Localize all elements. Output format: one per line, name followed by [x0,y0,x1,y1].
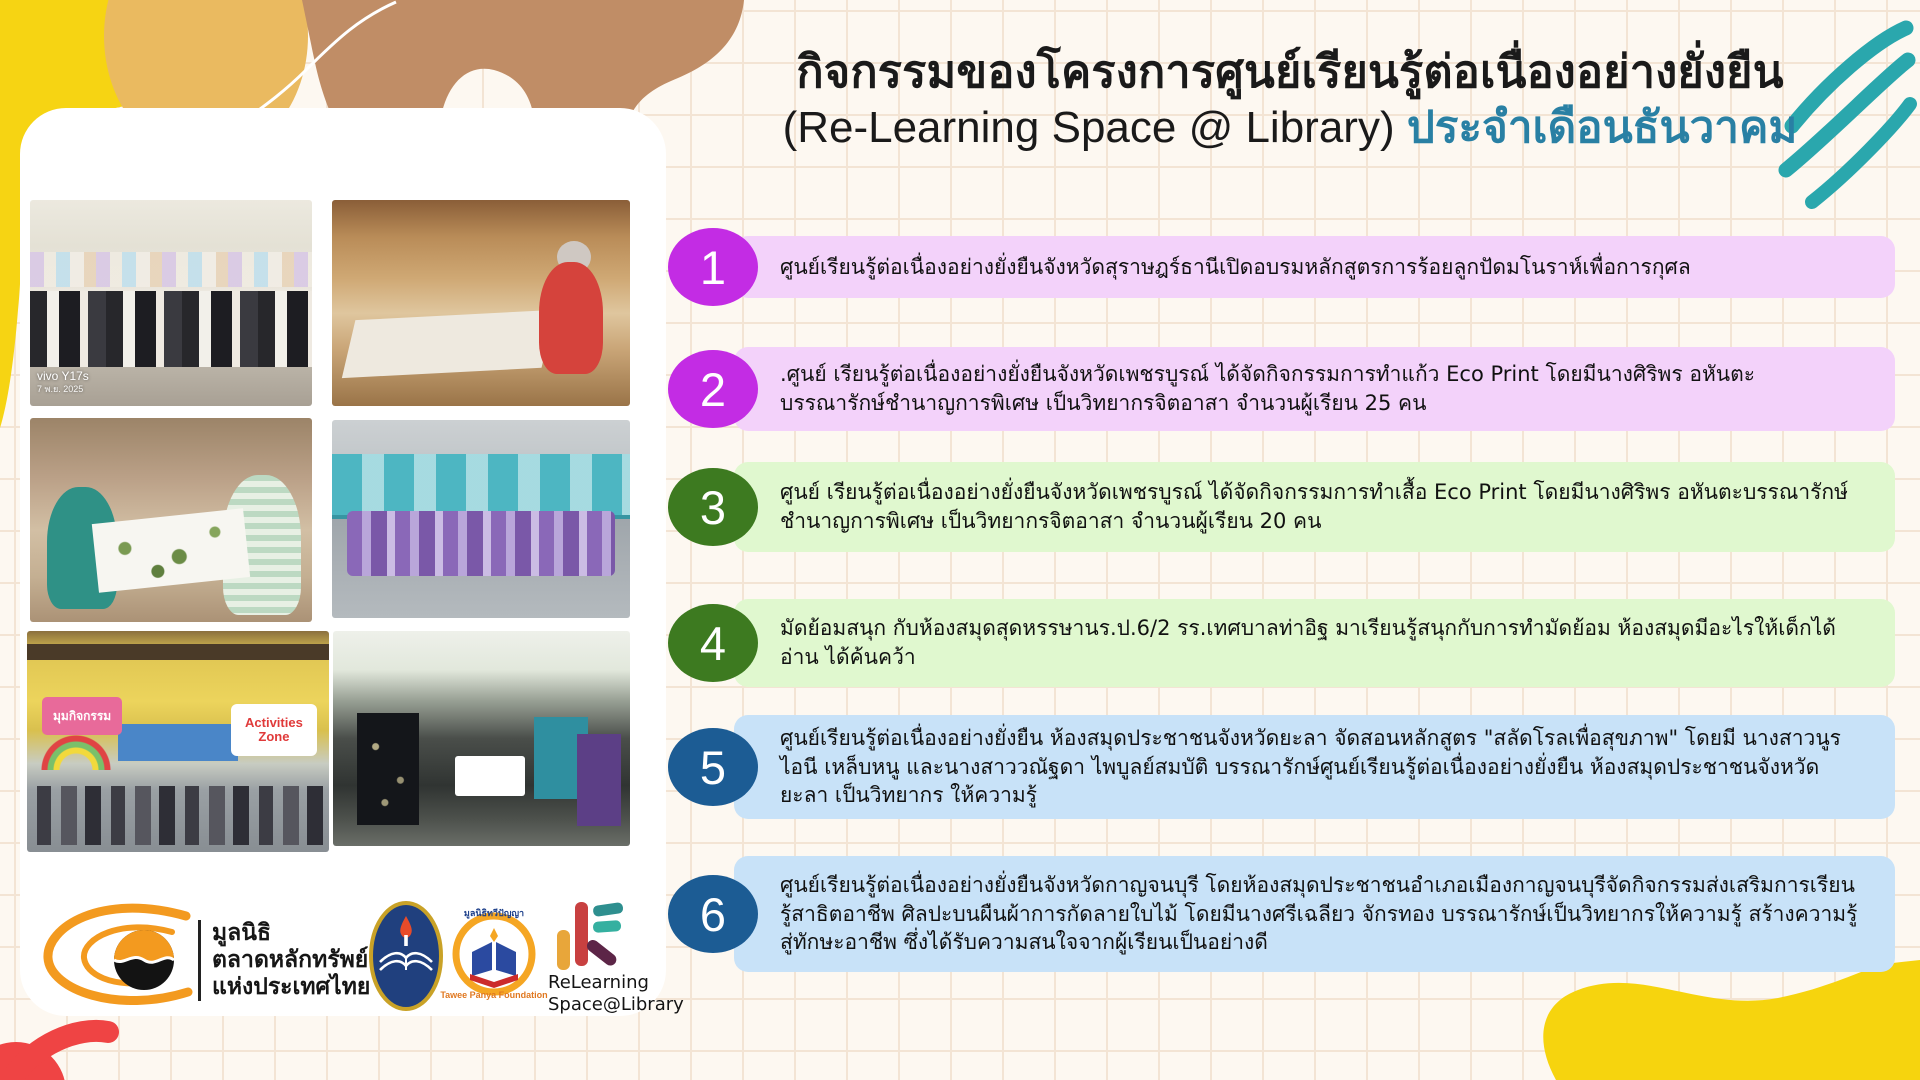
photo-teal-building [332,454,630,519]
activity-item-6 [668,856,1895,972]
tawee-panya-logo-thai-text: มูลนิธิทวีปัญญา [463,908,525,918]
photo-wood-beam [27,644,329,659]
title-line2-english: (Re-Learning Space @ Library) [782,103,1407,153]
photo-people-row [30,291,312,367]
item-number-badge: 3 [668,468,758,546]
title-line2-month-highlight: ประจำเดือนธันวาคม [1406,102,1798,154]
library-association-logo-icon [368,900,444,1012]
item-number-badge: 5 [668,728,758,806]
tawee-panya-logo-english-text: Tawee Panya Foundation [440,990,548,1000]
relearning-space-logo-icon [553,896,627,974]
activity-corner-sign: มุมกิจกรรม [42,697,122,735]
activities-zone-sign: Activities Zone [231,704,317,756]
set-logo-line1: มูลนิธิ [212,920,272,946]
activity-item-2 [668,347,1895,431]
camera-watermark [37,369,89,396]
photo-bookshelf-band [30,252,312,287]
item-number-badge: 4 [668,604,758,682]
photo-stage-curtain [118,724,239,762]
photo-library-group [30,200,312,406]
relearning-space-logo-text [548,972,684,1015]
activity-text-band: ศูนย์เรียนรู้ต่อเนื่องอย่างยั่งยืนจังหวัดสุราษฎร์ธานีเปิดอบรมหลักสูตรการร้อยลูกปัดมโนราห์เพื่อการกุศล [734,236,1895,298]
activity-item-1 [668,236,1895,298]
photo-school-group-outdoor [332,420,630,618]
photo-work-table [342,310,555,378]
activity-text-band: ศูนย์ เรียนรู้ต่อเนื่องอย่างยั่งยืนจังหวัดเพชรบูรณ์ ได้จัดกิจกรรมการทำเสื้อ Eco Print โดยมีนางศิริพร อหันตะบรรณารักษ์ ชำนาญการพิเศษ เป็นวิทยากรจิตอาสา จำนวนผู้เรียน 20 คน [734,462,1895,552]
photo-purple-shirt [577,734,621,826]
watermark-date: 7 พ.ย. 2025 [37,384,84,395]
photo-students-purple [347,511,615,576]
activity-text-band: ศูนย์เรียนรู้ต่อเนื่องอย่างยั่งยืนจังหวัดกาญจนบุรี โดยห้องสมุดประชาชนอำเภอเมืองกาญจนบุรีจัดกิจกรรมส่งเสริมการเรียนรู้สาธิตอาชีพ ศิลปะบนผืนผ้าการกัดลายใบไม้ โดยมีนางศรีเฉลียว จักรทอง บรรณารักษ์เป็นวิทยากรให้ความรู้ สร้างความรู้ สู่ทักษะอาชีพ ซึ่งได้รับความสนใจจากผู้เรียนเป็นอย่างดี [734,856,1895,972]
photo-tie-dye-group [333,631,630,846]
activity-item-5 [668,715,1895,819]
relearning-logo-line2: Space@Library [548,993,684,1015]
photo-white-sign [455,756,525,796]
photo-eco-print-fabric [30,418,312,622]
relearning-logo-line1: ReLearning [548,972,649,993]
set-foundation-logo-text [198,920,370,1001]
photo-activities-zone [27,631,329,852]
set-logo-line3: แห่งประเทศไทย [212,974,371,1001]
title-line1: กิจกรรมของโครงการศูนย์เรียนรู้ต่อเนื่องอย่างยั่งยืน [796,45,1784,98]
activity-text-band: .ศูนย์ เรียนรู้ต่อเนื่องอย่างยั่งยืนจังหวัดเพชรบูรณ์ ได้จัดกิจกรรมการทำแก้ว Eco Print โดยมีนางศิริพร อหันตะ บรรณารักษ์ชำนาญการพิเศษ เป็นวิทยากรจิตอาสา จำนวนผู้เรียน 25 คน [734,347,1895,431]
activity-item-3 [668,462,1895,552]
photo-person-red-shirt [539,262,603,374]
set-logo-line2: ตลาดหลักทรัพย์ [212,947,369,974]
item-number-badge: 2 [668,350,758,428]
activity-text-band: ศูนย์เรียนรู้ต่อเนื่องอย่างยั่งยืน ห้องสมุดประชาชนจังหวัดยะลา จัดสอนหลักสูตร "สลัดโรลเพื่อสุขภาพ" โดยมี นางสาวนูรไอนี เหล็บหนู และนางสาววณัฐดา ไพบูลย์สมบัติ บรรณารักษ์ศูนย์เรียนรู้ต่อเนื่องอย่างยั่งยืน ห้องสมุดประชาชนจังหวัดยะลา เป็นวิทยากร ให้ความรู้ [734,715,1895,819]
watermark-model: vivo Y17s [37,368,89,383]
photo-craft-workshop [332,200,630,406]
title-line2 [690,102,1890,155]
decor-red-scribble [0,1012,170,1080]
activity-item-4 [668,599,1895,687]
activity-text-band: มัดย้อมสนุก กับห้องสมุดสุดหรรษานร.ป.6/2 รร.เทศบาลท่าอิฐ มาเรียนรู้สนุกกับการทำมัดย้อม ห้องสมุดมีอะไรให้เด็กได้อ่าน ได้ค้นคว้า [734,599,1895,687]
item-number-badge: 6 [668,875,758,953]
set-foundation-logo-icon [40,900,200,1018]
photo-crowd-row [27,786,329,846]
slide-title [690,44,1890,155]
photo-dark-leaf-fabric [357,713,419,825]
item-number-badge: 1 [668,228,758,306]
tawee-panya-foundation-logo-icon [452,912,536,996]
